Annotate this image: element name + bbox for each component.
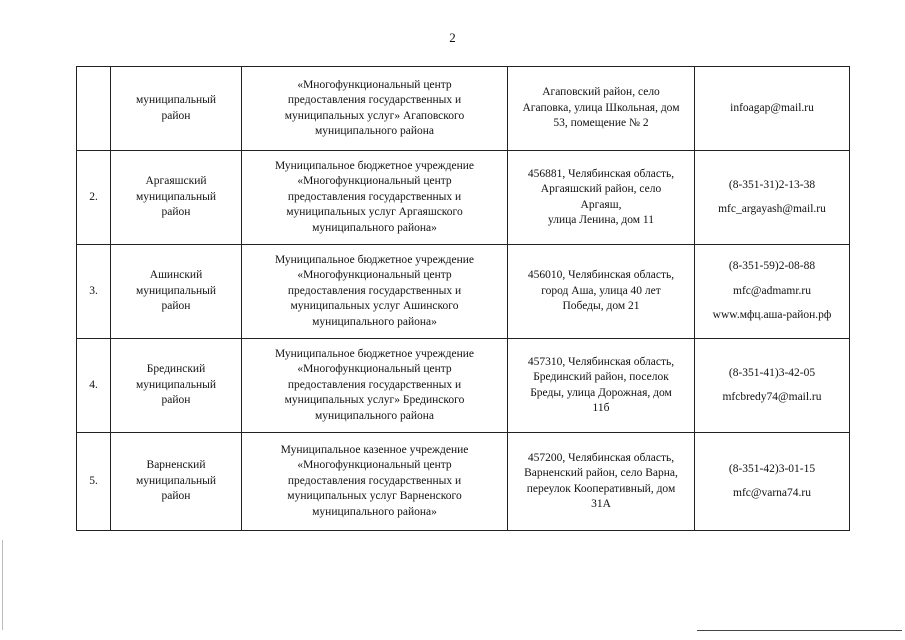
email-address: infoagap@mail.ru (730, 101, 814, 114)
institution-line: Муниципальное бюджетное учреждение (274, 253, 475, 266)
institution-cell (242, 67, 508, 151)
institution-line: предоставления государственных и (287, 378, 462, 391)
institution-line: предоставления государственных и (287, 94, 462, 106)
institution-line: муниципальных услуг» Агаповского (284, 109, 465, 122)
address-cell (508, 151, 695, 245)
email-address: mfc@varna74.ru (733, 487, 811, 499)
district-line: Аргаяшский (145, 175, 207, 188)
district-line: район (161, 394, 191, 407)
institution-line: муниципальных услуг Аргаяшского (286, 206, 463, 219)
address-line: Агаповка, улица Школьная, дом (522, 101, 680, 114)
district-line: муниципальный (135, 284, 217, 297)
institution-line: муниципального района (315, 125, 434, 137)
district-line: муниципальный (135, 378, 217, 391)
phone-number: (8-351-42)3-01-15 (728, 462, 816, 475)
address-line: Агаповский район, село (542, 86, 660, 99)
institution-line: муниципального района» (312, 315, 437, 328)
institution-line: «Многофункциональный центр (297, 78, 452, 91)
email-address: mfc@admamr.ru (733, 284, 811, 297)
table-row (77, 151, 850, 245)
address-line: 456881, Челябинская область, (527, 167, 675, 180)
table-row (77, 433, 850, 531)
district-line: Ашинский (149, 269, 203, 282)
address-cell (508, 67, 695, 151)
table-row (77, 245, 850, 339)
address-cell (508, 245, 695, 339)
institution-line: Муниципальное бюджетное учреждение (274, 347, 475, 360)
contacts-cell (695, 67, 850, 151)
address-line: 457310, Челябинская область, (527, 355, 675, 368)
table-row (77, 67, 850, 151)
district-cell (111, 339, 242, 433)
address-line: 456010, Челябинская область, (527, 269, 675, 282)
district-cell (111, 67, 242, 151)
phone-number: (8-351-41)3-42-05 (728, 366, 816, 379)
institution-line: муниципального района» (312, 505, 437, 518)
institution-line: муниципальных услуг Ашинского (290, 300, 459, 313)
institution-line: Муниципальное казенное учреждение (280, 443, 469, 456)
institution-line: «Многофункциональный центр (297, 363, 452, 376)
table-row (77, 339, 850, 433)
institution-line: предоставления государственных и (287, 190, 462, 203)
website-url: www.мфц.аша-район.рф (712, 309, 832, 322)
address-line: Бреды, улица Дорожная, дом (530, 386, 672, 399)
address-line: Победы, дом 21 (562, 300, 640, 313)
institution-line: муниципальных услуг Варненского (287, 490, 462, 503)
district-line: Брединский (146, 363, 206, 376)
footer-rule (697, 630, 902, 631)
institution-line: муниципального района (315, 409, 434, 422)
institution-line: муниципальных услуг» Брединского (284, 394, 465, 407)
address-line: 31А (591, 498, 611, 510)
address-line: Аргаяшский район, село (540, 183, 662, 195)
address-line: переулок Кооперативный, дом (526, 482, 676, 495)
address-cell (508, 433, 695, 531)
row-number-cell: 4. (77, 339, 111, 433)
institution-cell (242, 245, 508, 339)
institution-cell (242, 433, 508, 531)
address-cell (508, 339, 695, 433)
institution-line: предоставления государственных и (287, 284, 462, 297)
left-margin-mark (2, 540, 3, 630)
institution-cell (242, 151, 508, 245)
email-address: mfc_argayash@mail.ru (718, 203, 826, 215)
institution-cell (242, 339, 508, 433)
address-line: 11б (592, 402, 610, 414)
address-line: 53, помещение № 2 (553, 117, 649, 130)
institution-line: «Многофункциональный центр (297, 175, 452, 188)
page-number: 2 (449, 30, 456, 45)
phone-number: (8-351-59)2-08-88 (728, 260, 816, 273)
district-line: муниципальный (135, 190, 217, 203)
district-cell (111, 433, 242, 531)
address-line: Варненский район, село Варна, (524, 467, 678, 479)
mfc-registry-table (76, 66, 850, 531)
address-line: 457200, Челябинская область, (527, 451, 675, 464)
district-line: муниципальный (135, 474, 217, 487)
phone-number: (8-351-31)2-13-38 (728, 178, 816, 191)
row-number-cell: 2. (77, 151, 111, 245)
district-line: район (161, 109, 191, 122)
district-line: район (161, 300, 191, 313)
district-line: район (161, 490, 191, 503)
district-line: муниципальный (135, 94, 217, 106)
institution-line: муниципального района» (312, 221, 437, 234)
row-number-cell: 5. (77, 433, 111, 531)
row-number-cell (77, 67, 111, 151)
address-line: улица Ленина, дом 11 (547, 214, 655, 226)
institution-line: предоставления государственных и (287, 474, 462, 487)
institution-line: «Многофункциональный центр (297, 459, 452, 472)
email-address: mfcbredy74@mail.ru (722, 391, 822, 403)
institution-line: «Многофункциональный центр (297, 269, 452, 282)
district-line: Варненский (146, 459, 206, 472)
contacts-cell (695, 245, 850, 339)
address-line: Аргаяш, (580, 198, 622, 211)
row-number-cell: 3. (77, 245, 111, 339)
district-line: район (161, 206, 191, 219)
district-cell (111, 151, 242, 245)
institution-line: Муниципальное бюджетное учреждение (274, 159, 475, 172)
address-line: Брединский район, поселок (533, 371, 669, 383)
contacts-cell (695, 339, 850, 433)
district-cell (111, 245, 242, 339)
contacts-cell (695, 433, 850, 531)
contacts-cell (695, 151, 850, 245)
address-line: город Аша, улица 40 лет (541, 284, 661, 297)
